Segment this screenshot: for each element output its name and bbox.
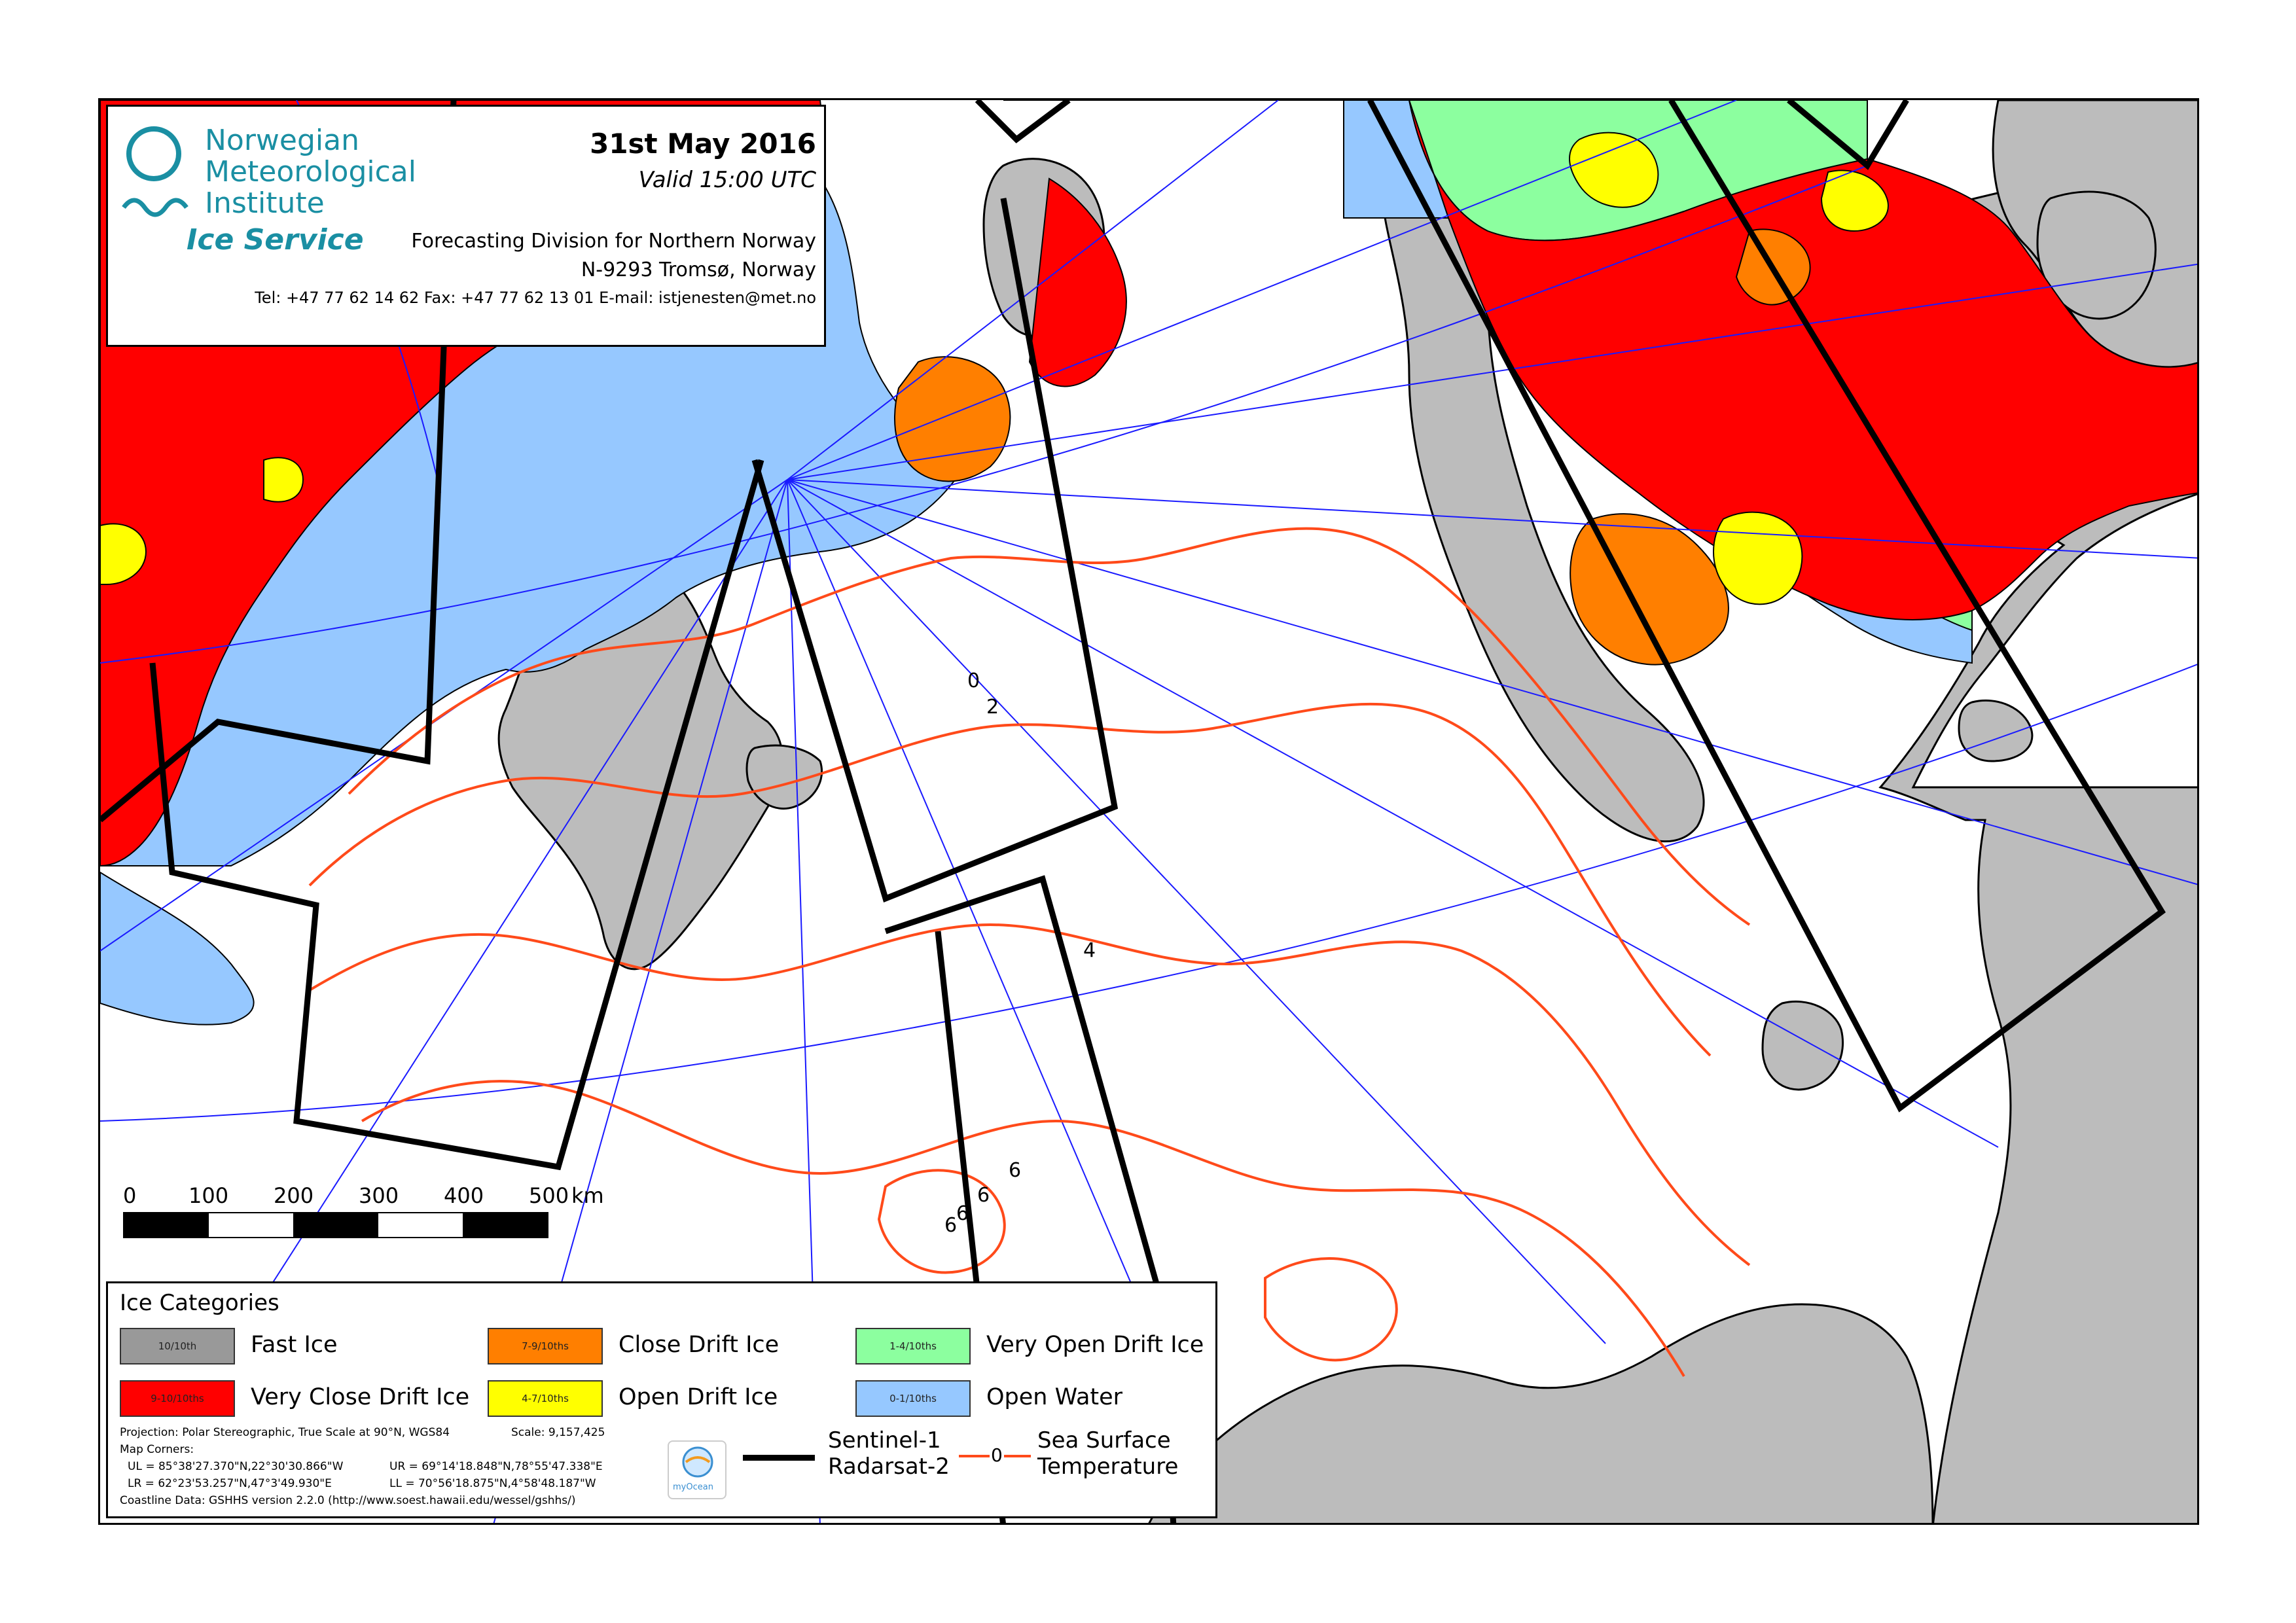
header-panel	[106, 105, 826, 347]
sst-legend-label	[1037, 1427, 1178, 1480]
scale-info: Scale: 9,157,425	[511, 1426, 605, 1439]
sst-label-2: Temperature	[1037, 1454, 1179, 1480]
sst-label: 0	[967, 669, 980, 692]
org-line-3: Institute	[205, 187, 325, 220]
scale-tick-500: 500	[529, 1183, 569, 1208]
address: N-9293 Tromsø, Norway	[581, 259, 816, 281]
sat-swath-5	[977, 100, 1069, 139]
organization-name	[205, 125, 416, 219]
label-very-close-drift: Very Close Drift Ice	[251, 1384, 470, 1410]
scale-tick-200: 200	[274, 1183, 314, 1208]
legend-title: Ice Categories	[120, 1290, 279, 1316]
label-fast-ice: Fast Ice	[251, 1332, 338, 1358]
corner-lr: LR = 62°23'53.257"N,47°3'49.930"E	[128, 1477, 332, 1490]
scale-tick-300: 300	[359, 1183, 399, 1208]
swatch-fast-ice: 10/10th	[120, 1328, 235, 1364]
myocean-logo	[668, 1440, 726, 1499]
sat-label-1: Sentinel-1	[828, 1427, 941, 1454]
projection-info: Projection: Polar Stereographic, True Scale at 90°N, WGS84	[120, 1426, 450, 1439]
scale-bar	[123, 1183, 604, 1242]
coastline-info: Coastline Data: GSHHS version 2.2.0 (http://www.soest.hawaii.edu/wessel/gshhs/)	[120, 1494, 576, 1507]
scale-unit: km	[571, 1183, 604, 1208]
label-close-drift: Close Drift Ice	[619, 1332, 780, 1358]
legend-panel	[106, 1281, 1217, 1518]
sst-label: 6	[977, 1184, 990, 1207]
contact-info: Tel: +47 77 62 14 62 Fax: +47 77 62 13 01 E-mail: istjenesten@met.no	[255, 289, 816, 307]
swatch-open-drift: 4-7/10ths	[488, 1380, 603, 1417]
scale-tick-0: 0	[123, 1183, 137, 1208]
meridian-12	[787, 100, 1278, 480]
sst-label: 6	[1009, 1159, 1022, 1182]
org-line-2: Meteorological	[205, 155, 416, 188]
swatch-very-close-drift: 9-10/10ths	[120, 1380, 235, 1417]
satellite-legend-label	[828, 1427, 950, 1480]
valid-time: Valid 15:00 UTC	[638, 167, 816, 193]
myocean-logo-text: myOcean	[673, 1482, 713, 1492]
met-logo-icon	[120, 122, 192, 227]
chart-date: 31st May 2016	[590, 128, 816, 160]
swatch-open-water: 0-1/10ths	[855, 1380, 971, 1417]
corners-title: Map Corners:	[120, 1443, 194, 1456]
sst-label: 2	[986, 696, 999, 719]
sst-label: 6	[956, 1202, 969, 1225]
label-open-drift: Open Drift Ice	[619, 1384, 778, 1410]
label-very-open-drift: Very Open Drift Ice	[986, 1332, 1204, 1358]
sat-label-2: Radarsat-2	[828, 1454, 950, 1480]
scale-tick-400: 400	[444, 1183, 484, 1208]
scale-tick-100: 100	[188, 1183, 229, 1208]
sst-label: 4	[1083, 939, 1096, 962]
land-vaygach	[1959, 700, 2032, 761]
division-name: Forecasting Division for Northern Norway	[411, 230, 816, 253]
sst-legend-symbol: 0	[991, 1444, 1003, 1466]
sst-label: 6	[944, 1214, 958, 1237]
myocean-globe-icon	[678, 1446, 717, 1478]
swatch-very-open-drift: 1-4/10ths	[855, 1328, 971, 1364]
scale-segments	[123, 1212, 548, 1238]
satellite-legend-line	[743, 1455, 815, 1461]
service-name: Ice Service	[187, 223, 364, 257]
land-kolguyev	[1763, 1001, 1843, 1090]
label-open-water: Open Water	[986, 1384, 1123, 1410]
corner-ll: LL = 70°56'18.875"N,4°58'48.187"W	[389, 1477, 596, 1490]
corner-ur: UR = 69°14'18.848"N,78°55'47.338"E	[389, 1460, 603, 1473]
land-kola-russia	[1147, 1304, 1933, 1525]
sst-label-1: Sea Surface	[1037, 1427, 1171, 1454]
org-line-1: Norwegian	[205, 124, 359, 157]
corner-ul: UL = 85°38'27.370"N,22°30'30.866"W	[128, 1460, 344, 1473]
swatch-close-drift: 7-9/10ths	[488, 1328, 603, 1364]
